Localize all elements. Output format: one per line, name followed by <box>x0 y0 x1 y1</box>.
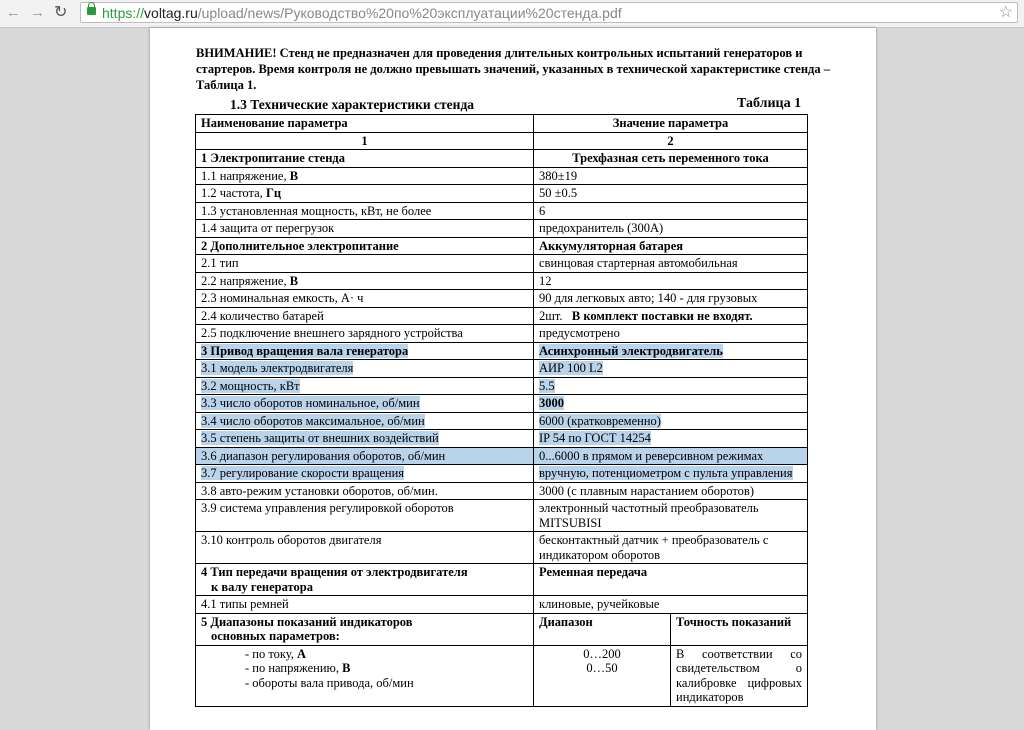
param-text: 2.2 напряжение, <box>201 273 290 288</box>
param-cell <box>196 342 534 360</box>
table-row <box>196 500 808 532</box>
range-cell <box>534 645 671 706</box>
value-text: 2шт. <box>539 308 563 323</box>
table-row <box>196 430 808 448</box>
param-line <box>201 647 528 662</box>
header-param: Наименование параметра <box>196 115 534 133</box>
value-cell[interactable]: 0...6000 в прямом и реверсивном режимах <box>534 447 808 465</box>
value-cell: Ременная передача <box>534 564 808 596</box>
param-unit: В <box>289 168 299 183</box>
param-text: - по напряжению, <box>245 661 343 675</box>
table-row <box>196 272 808 290</box>
highlighted-text[interactable]: 3.7 регулирование скорости вращения <box>201 466 405 480</box>
value-cell <box>534 395 808 413</box>
value-cell: 90 для легковых авто; 140 - для грузовых <box>534 290 808 308</box>
back-arrow-icon[interactable]: ← <box>6 4 21 21</box>
table-row <box>196 307 808 325</box>
value-cell: бесконтактный датчик + преобразователь с индикатором оборотов <box>534 532 808 564</box>
param-cell: 2.3 номинальная емкость, А· ч <box>196 290 534 308</box>
highlighted-text[interactable]: 3000 <box>539 396 564 410</box>
param-line <box>201 661 528 676</box>
url-host: voltag.ru <box>144 5 198 21</box>
param-cell: 3.8 авто-режим установки оборотов, об/мин. <box>196 482 534 500</box>
table-label: Таблица 1 <box>737 96 802 111</box>
param-cell: 2.1 тип <box>196 255 534 273</box>
highlighted-text[interactable]: АИР 100 L2 <box>539 361 603 375</box>
table-row <box>196 150 808 168</box>
section-title: 1.3 Технические характеристики стенда <box>230 97 475 112</box>
address-bar[interactable] <box>80 2 1018 23</box>
param-cell <box>196 412 534 430</box>
highlighted-text[interactable]: 3.2 мощность, кВт <box>201 378 300 393</box>
param-unit: В <box>289 273 299 288</box>
warning-text: ВНИМАНИЕ! Стенд не предназначен для проведения длительных контрольных испытаний генераторов и стартеров. Время контроля не должно превышать значений, указанных в технической характеристике стенда – Таблица 1. <box>196 46 830 92</box>
param-cell <box>196 377 534 395</box>
table-row <box>196 185 808 203</box>
bookmark-star-icon[interactable]: ☆ <box>998 4 1013 21</box>
value-cell <box>534 307 808 325</box>
param-text: 1.2 частота, <box>201 186 266 200</box>
range-value: 0…200 <box>583 646 621 661</box>
value-cell: предохранитель (300А) <box>534 220 808 238</box>
table-row <box>196 220 808 238</box>
value-cell <box>534 412 808 430</box>
param-unit: А <box>297 646 307 661</box>
highlighted-text[interactable]: Асинхронный электродвигатель <box>539 343 723 358</box>
param-cell <box>196 360 534 378</box>
param-cell: 3.9 система управления регулировкой оборотов <box>196 500 534 532</box>
table-row <box>196 465 808 483</box>
param-cell[interactable]: 3.6 диапазон регулирования оборотов, об/мин <box>196 447 534 465</box>
highlighted-text[interactable]: IP 54 по ГОСТ 14254 <box>539 431 651 445</box>
value-cell: клиновые, ручейковые <box>534 596 808 614</box>
value-cell <box>534 465 808 483</box>
table-row <box>196 645 808 706</box>
url-path: /upload/news/Руководство%20по%20эксплуатации%20стенда.pdf <box>197 5 622 21</box>
highlighted-text[interactable]: 3.3 число оборотов номинальное, об/мин <box>201 396 420 410</box>
param-cell <box>196 167 534 185</box>
table-row <box>196 447 808 465</box>
table-row <box>196 395 808 413</box>
highlighted-text[interactable]: 3.5 степень защиты от внешних воздействий <box>201 431 439 445</box>
value-cell: 12 <box>534 272 808 290</box>
forward-arrow-icon[interactable]: → <box>30 4 45 21</box>
url-text[interactable] <box>102 4 622 22</box>
table-row <box>196 255 808 273</box>
value-cell: 6 <box>534 202 808 220</box>
value-cell: свинцовая стартерная автомобильная <box>534 255 808 273</box>
param-text: 4 Тип передачи вращения от электродвигателя <box>201 565 468 579</box>
table-row <box>196 290 808 308</box>
param-text: - по току, <box>245 646 298 661</box>
value-cell <box>534 377 808 395</box>
table-row <box>196 613 808 645</box>
value-cell: 50 ±0.5 <box>534 185 808 203</box>
param-cell <box>196 465 534 483</box>
url-scheme: https:// <box>102 5 145 21</box>
table-header-row <box>196 115 808 133</box>
param-cell: 2.4 количество батарей <box>196 307 534 325</box>
param-cell: 2 Дополнительное электропитание <box>196 237 534 255</box>
table-row <box>196 202 808 220</box>
table-row <box>196 482 808 500</box>
accuracy-cell: В соответствии со свидетельством о калибровке цифровых индикаторов <box>671 645 808 706</box>
param-cell: 4.1 типы ремней <box>196 596 534 614</box>
param-cell: 1.4 защита от перегрузок <box>196 220 534 238</box>
param-text-cont: основных параметров: <box>211 629 340 643</box>
param-cell <box>196 272 534 290</box>
table-row <box>196 342 808 360</box>
table-row <box>196 564 808 596</box>
range-header: Диапазон <box>534 613 671 645</box>
param-cell <box>196 185 534 203</box>
param-cell <box>196 564 534 596</box>
highlighted-text[interactable]: вручную, потенциометром с пульта управления <box>539 466 793 480</box>
param-text: 5 Диапазоны показаний индикаторов <box>201 614 413 629</box>
table-row <box>196 325 808 343</box>
table-row <box>196 360 808 378</box>
table-row <box>196 377 808 395</box>
param-cell <box>196 645 534 706</box>
reload-icon[interactable]: ↻ <box>54 4 68 21</box>
param-cell: 3.10 контроль оборотов двигателя <box>196 532 534 564</box>
highlighted-text[interactable]: 3.4 число оборотов максимальное, об/мин <box>201 413 425 428</box>
browser-toolbar <box>0 0 1024 28</box>
accuracy-header: Точность показаний <box>671 613 808 645</box>
highlighted-text[interactable]: 3.1 модель электродвигателя <box>201 361 354 375</box>
value-cell <box>534 430 808 448</box>
value-cell: Аккумуляторная батарея <box>534 237 808 255</box>
range-value: 0…50 <box>586 661 618 675</box>
spec-table <box>195 114 808 707</box>
param-text-cont: к валу генератора <box>211 579 313 594</box>
param-cell <box>196 613 534 645</box>
param-cell: 1.3 установленная мощность, кВт, не более <box>196 202 534 220</box>
value-cell: предусмотрено <box>534 325 808 343</box>
table-row <box>196 412 808 430</box>
header-value: Значение параметра <box>534 115 808 133</box>
pdf-page <box>150 28 876 730</box>
table-number-row <box>196 132 808 150</box>
value-note: В комплект поставки не входят. <box>571 308 753 323</box>
param-unit: Гц <box>265 186 282 200</box>
highlighted-text[interactable]: 5.5 <box>539 378 555 393</box>
header-num2: 2 <box>534 132 808 150</box>
value-cell: 3000 (с плавным нарастанием оборотов) <box>534 482 808 500</box>
param-unit: В <box>342 661 351 675</box>
table-row <box>196 167 808 185</box>
lock-icon <box>87 7 96 15</box>
param-cell: 1 Электропитание стенда <box>196 150 534 168</box>
highlighted-text[interactable]: 6000 (кратковременно) <box>539 413 661 428</box>
header-num1: 1 <box>196 132 534 150</box>
highlighted-text[interactable]: 3 Привод вращения вала генератора <box>201 343 409 358</box>
value-cell: 380±19 <box>534 167 808 185</box>
table-row <box>196 596 808 614</box>
value-cell <box>534 342 808 360</box>
param-text: 1.1 напряжение, <box>201 168 290 183</box>
param-line: - обороты вала привода, об/мин <box>245 675 414 690</box>
param-cell <box>196 430 534 448</box>
param-cell: 2.5 подключение внешнего зарядного устройства <box>196 325 534 343</box>
table-row <box>196 532 808 564</box>
table-row <box>196 237 808 255</box>
value-cell <box>534 360 808 378</box>
value-cell: Трехфазная сеть переменного тока <box>534 150 808 168</box>
param-cell <box>196 395 534 413</box>
value-cell: электронный частотный преобразователь MITSUBISI <box>534 500 808 532</box>
